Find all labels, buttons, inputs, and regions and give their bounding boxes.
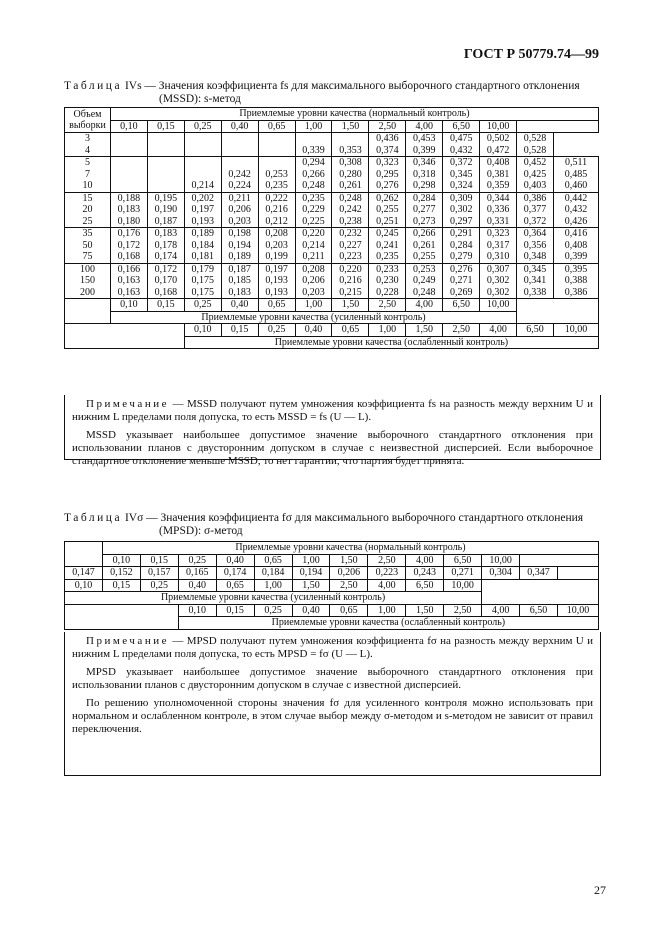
aql-normal-cell: 1,00: [292, 554, 330, 567]
coefficient-cell: 0,284 0,277 0,273: [406, 192, 443, 228]
coefficient-cell: 0,416 0,408 0,399: [554, 228, 599, 264]
aql-reduced-cell: 4,00: [482, 604, 520, 617]
coefficient-cell: 0,232 0,227 0,223: [332, 228, 369, 264]
coefficient-cell: 0,184: [254, 567, 292, 580]
empty-cell: [557, 567, 598, 580]
table1-notes: [64, 395, 601, 467]
coefficient-cell: 0,452 0,425 0,403: [517, 157, 554, 193]
table2-label: Таблица: [64, 512, 123, 524]
aql-reduced-cell: 6,50: [517, 324, 554, 337]
aql-tight-cell: 0,65: [216, 579, 254, 592]
aql-normal-cell: 0,40: [216, 554, 254, 567]
coefficient-cell: 0,291 0,284 0,279: [443, 228, 480, 264]
table1-note1: — MSSD получают путем умножения коэффициента fs на разность между верхним U и нижним L пределами поля допуска, то есть MSSD = fs (U — L).: [72, 398, 593, 423]
table2-tight-header: Приемлемые уровни качества (усиленный контроль): [65, 592, 482, 605]
coefficient-cell: 0,502 0,472: [480, 133, 517, 157]
aql-tight-cell: 1,50: [292, 579, 330, 592]
coefficient-cell: 0,223: [368, 567, 406, 580]
aql-normal-cell: 0,40: [221, 120, 258, 133]
coefficient-cell: 0,304: [482, 567, 520, 580]
coefficient-cell: 0,152: [102, 567, 140, 580]
aql-reduced-cell: 1,00: [369, 324, 406, 337]
aql-reduced-cell: 4,00: [480, 324, 517, 337]
table2-notes: [64, 632, 601, 776]
table1-note2: MSSD указывает наибольшее допустимое значение выборочного стандартного отклонения при использовании планов с двусторонним допуском в случае с неизвестной дисперсией. Если выборочное стандартное отклонение меньше MSSD, то нет гарантии, что партия будет принята.: [72, 429, 593, 467]
coefficient-cell: 0,245 0,241 0,235: [369, 228, 406, 264]
coefficient-cell: 0,222 0,216 0,212: [258, 192, 295, 228]
coefficient-cell: 0,276 0,271 0,269: [443, 263, 480, 299]
coefficient-cell: 0,475 0,432: [443, 133, 480, 157]
aql-tight-cell: 0,40: [178, 579, 216, 592]
table1-header-row: [65, 108, 599, 121]
aql-tight-cell: 2,50: [330, 579, 368, 592]
table2-aql-reduced-row: [65, 604, 599, 617]
aql-normal-cell: 4,00: [406, 120, 443, 133]
coefficient-cell: 0,386 0,377 0,372: [517, 192, 554, 228]
table2-header-row: [65, 542, 599, 555]
coefficient-cell: 0,183 0,178 0,174: [147, 228, 184, 264]
aql-normal-cell: 4,00: [406, 554, 444, 567]
aql-tight-cell: 10,00: [444, 579, 482, 592]
aql-normal-cell: 2,50: [368, 554, 406, 567]
coefficient-cell: 0,353: [332, 133, 369, 157]
coefficient-cell: 0,345 0,341 0,338: [517, 263, 554, 299]
table1-label: Таблица: [64, 80, 123, 92]
coefficient-cell: 0,395 0,388 0,386: [554, 263, 599, 299]
coefficient-cell: 0,408 0,381 0,359: [480, 157, 517, 193]
table-row: [65, 192, 599, 228]
coefficient-cell: 0,197 0,193 0,193: [258, 263, 295, 299]
empty-cell: [65, 324, 185, 349]
aql-normal-cell: 0,10: [102, 554, 140, 567]
aql-tight-cell: 0,40: [221, 299, 258, 312]
coefficient-cell: 0,262 0,255 0,251: [369, 192, 406, 228]
coefficient-cell: 0,323 0,317 0,310: [480, 228, 517, 264]
table2-values-row: [65, 567, 599, 580]
aql-reduced-cell: 0,25: [258, 324, 295, 337]
aql-tight-cell: 6,50: [443, 299, 480, 312]
aql-reduced-cell: 0,10: [184, 324, 221, 337]
coefficient-cell: 0,165: [178, 567, 216, 580]
table2-aql-tight-row: [65, 579, 599, 592]
coefficient-cell: 0,511 0,485 0,460: [554, 157, 599, 193]
coefficient-cell: 0,347: [520, 567, 558, 580]
aql-reduced-cell: 0,15: [216, 604, 254, 617]
aql-tight-cell: 0,65: [258, 299, 295, 312]
coefficient-cell: 0,436 0,374: [369, 133, 406, 157]
table2-note-label: Примечание: [86, 635, 169, 647]
coefficient-cell: 0,235 0,229 0,225: [295, 192, 332, 228]
coefficient-cell: [147, 157, 184, 193]
table1-corner: Объем выборки: [65, 108, 111, 133]
aql-normal-cell: 0,65: [258, 120, 295, 133]
table-ivsigma: [64, 541, 599, 630]
empty-cell: [520, 554, 599, 567]
aql-tight-cell: 0,10: [65, 579, 103, 592]
table2-aql-normal-row: [65, 554, 599, 567]
aql-reduced-cell: 0,65: [330, 604, 368, 617]
coefficient-cell: 0,248 0,242 0,238: [332, 192, 369, 228]
table1-tight-header: Приемлемые уровни качества (усиленный контроль): [110, 311, 516, 324]
aql-reduced-cell: 0,15: [221, 324, 258, 337]
table1-caption: [64, 80, 604, 106]
table2-caption-line2: (MPSD): σ-метод: [159, 525, 243, 537]
coefficient-cell: 0,253 0,235: [258, 157, 295, 193]
aql-reduced-cell: 1,00: [368, 604, 406, 617]
coefficient-cell: 0,206: [330, 567, 368, 580]
sample-size-cell: 100 150 200: [65, 263, 111, 299]
coefficient-cell: 0,157: [140, 567, 178, 580]
coefficient-cell: 0,323 0,295 0,276: [369, 157, 406, 193]
aql-normal-cell: 6,50: [444, 554, 482, 567]
coefficient-cell: 0,346 0,318 0,298: [406, 157, 443, 193]
table-ivs: [64, 107, 599, 349]
coefficient-cell: [110, 133, 147, 157]
table2-normal-header: Приемлемые уровни качества (нормальный контроль): [102, 542, 598, 555]
coefficient-cell: 0,243: [406, 567, 444, 580]
aql-reduced-cell: 0,10: [178, 604, 216, 617]
aql-normal-cell: 0,15: [140, 554, 178, 567]
aql-normal-cell: 6,50: [443, 120, 480, 133]
table1-aql-reduced-row: [65, 324, 599, 337]
sample-size-cell: 3 4: [65, 133, 111, 157]
coefficient-cell: 0,187 0,185 0,183: [221, 263, 258, 299]
aql-reduced-cell: 0,40: [292, 604, 330, 617]
coefficient-cell: 0,339: [295, 133, 332, 157]
aql-normal-cell: 0,15: [147, 120, 184, 133]
table1-caption-line2: (MSSD): s-метод: [159, 93, 241, 105]
coefficient-cell: [221, 133, 258, 157]
empty-cell: [482, 579, 599, 604]
table1-normal-header: Приемлемые уровни качества (нормальный контроль): [110, 108, 598, 121]
aql-tight-cell: 0,15: [147, 299, 184, 312]
table2-caption: [64, 512, 604, 538]
coefficient-cell: 0,344 0,336 0,331: [480, 192, 517, 228]
table-row: [65, 228, 599, 264]
table-row: [65, 133, 599, 157]
page-number: 27: [594, 883, 606, 897]
coefficient-cell: 0,214: [184, 157, 221, 193]
table2-note2: MPSD указывает наибольшее допустимое значение выборочного стандартного отклонения при использовании планов с двусторонним допуском в случае с известной дисперсией.: [72, 666, 593, 691]
coefficient-cell: 0,172 0,170 0,168: [147, 263, 184, 299]
coefficient-cell: 0,307 0,302 0,302: [480, 263, 517, 299]
aql-tight-cell: 0,15: [102, 579, 140, 592]
aql-reduced-cell: 6,50: [520, 604, 558, 617]
empty-cell: [517, 120, 599, 133]
table-row: [65, 263, 599, 299]
aql-reduced-cell: 0,25: [254, 604, 292, 617]
empty-cell: [65, 604, 179, 629]
coefficient-cell: 0,308 0,280 0,261: [332, 157, 369, 193]
coefficient-cell: 0,453 0,399: [406, 133, 443, 157]
coefficient-cell: 0,442 0,432 0,426: [554, 192, 599, 228]
aql-normal-cell: 0,65: [254, 554, 292, 567]
table2-note3: По решению уполномоченной стороны значения fσ для усиленного контроля можно использовать при нормальном и ослабленном контроле, в этом случае выбор между σ-методом и s-методом не зависит от правил переключения.: [72, 697, 593, 735]
table2-caption-text: IVσ — Значения коэффициента fσ для максимального выборочного стандартного отклонения: [122, 512, 584, 524]
coefficient-cell: [258, 133, 295, 157]
coefficient-cell: 0,364 0,356 0,348: [517, 228, 554, 264]
table1-note-label: Примечание: [86, 398, 169, 410]
table1-caption-text: IVs — Значения коэффициента fs для максимального выборочного стандартного отклонения: [122, 80, 580, 92]
coefficient-cell: [147, 133, 184, 157]
table2-reduced-header: Приемлемые уровни качества (ослабленный контроль): [178, 617, 598, 630]
aql-tight-cell: 1,50: [332, 299, 369, 312]
coefficient-cell: 0,176 0,172 0,168: [110, 228, 147, 264]
table1-reduced-header: Приемлемые уровни качества (ослабленный контроль): [184, 336, 598, 349]
document-header: ГОСТ Р 50779.74—99: [463, 47, 599, 62]
aql-tight-cell: 10,00: [480, 299, 517, 312]
coefficient-cell: 0,266 0,261 0,255: [406, 228, 443, 264]
aql-tight-cell: 4,00: [406, 299, 443, 312]
aql-reduced-cell: 2,50: [443, 324, 480, 337]
aql-tight-cell: 4,00: [368, 579, 406, 592]
table2-note1: — MPSD получают путем умножения коэффициента fσ на разность между верхним U и нижним L пределами поля допуска, то есть MPSD = fσ (U — L).: [72, 635, 593, 660]
aql-tight-cell: 2,50: [369, 299, 406, 312]
sample-size-cell: 35 50 75: [65, 228, 111, 264]
aql-tight-cell: 0,25: [184, 299, 221, 312]
coefficient-cell: 0,220 0,214 0,211: [295, 228, 332, 264]
aql-normal-cell: 0,25: [184, 120, 221, 133]
sample-size-cell: 5 7 10: [65, 157, 111, 193]
empty-cell: [65, 542, 103, 567]
aql-tight-cell: 0,10: [110, 299, 147, 312]
aql-reduced-cell: 10,00: [557, 604, 598, 617]
aql-reduced-cell: 10,00: [554, 324, 599, 337]
aql-normal-cell: 0,10: [110, 120, 147, 133]
aql-tight-cell: 0,25: [140, 579, 178, 592]
aql-reduced-cell: 2,50: [444, 604, 482, 617]
coefficient-cell: 0,211 0,206 0,203: [221, 192, 258, 228]
aql-normal-cell: 1,50: [332, 120, 369, 133]
aql-normal-cell: 10,00: [480, 120, 517, 133]
empty-cell: [65, 299, 111, 324]
coefficient-cell: 0,528 0,528: [517, 133, 554, 157]
coefficient-cell: 0,208 0,206 0,203: [295, 263, 332, 299]
coefficient-cell: 0,179 0,175 0,175: [184, 263, 221, 299]
table1-aql-normal-row: [65, 120, 599, 133]
aql-tight-cell: 1,00: [254, 579, 292, 592]
coefficient-cell: 0,195 0,190 0,187: [147, 192, 184, 228]
coefficient-cell: 0,271: [444, 567, 482, 580]
aql-normal-cell: 2,50: [369, 120, 406, 133]
coefficient-cell: 0,309 0,302 0,297: [443, 192, 480, 228]
aql-reduced-cell: 0,40: [295, 324, 332, 337]
coefficient-cell: 0,242 0,224: [221, 157, 258, 193]
aql-reduced-cell: 0,65: [332, 324, 369, 337]
aql-normal-cell: 0,25: [178, 554, 216, 567]
aql-tight-cell: 1,00: [295, 299, 332, 312]
coefficient-cell: 0,174: [216, 567, 254, 580]
coefficient-cell: [110, 157, 147, 193]
coefficient-cell: 0,166 0,163 0,163: [110, 263, 147, 299]
coefficient-cell: 0,189 0,184 0,181: [184, 228, 221, 264]
coefficient-cell: 0,202 0,197 0,193: [184, 192, 221, 228]
coefficient-cell: 0,198 0,194 0,189: [221, 228, 258, 264]
coefficient-cell: 0,294 0,266 0,248: [295, 157, 332, 193]
aql-reduced-cell: 1,50: [406, 324, 443, 337]
empty-cell: [517, 299, 599, 324]
sample-size-cell: 15 20 25: [65, 192, 111, 228]
table-row: [65, 157, 599, 193]
coefficient-cell: 0,194: [292, 567, 330, 580]
coefficient-cell: 0,188 0,183 0,180: [110, 192, 147, 228]
aql-normal-cell: 10,00: [482, 554, 520, 567]
coefficient-cell: 0,233 0,230 0,228: [369, 263, 406, 299]
coefficient-cell: 0,147: [65, 567, 103, 580]
aql-tight-cell: 6,50: [406, 579, 444, 592]
table1-aql-tight-row: [65, 299, 599, 312]
coefficient-cell: 0,372 0,345 0,324: [443, 157, 480, 193]
coefficient-cell: 0,208 0,203 0,199: [258, 228, 295, 264]
aql-normal-cell: 1,50: [330, 554, 368, 567]
aql-reduced-cell: 1,50: [406, 604, 444, 617]
coefficient-cell: 0,253 0,249 0,248: [406, 263, 443, 299]
coefficient-cell: [184, 133, 221, 157]
aql-normal-cell: 1,00: [295, 120, 332, 133]
coefficient-cell: 0,220 0,216 0,215: [332, 263, 369, 299]
